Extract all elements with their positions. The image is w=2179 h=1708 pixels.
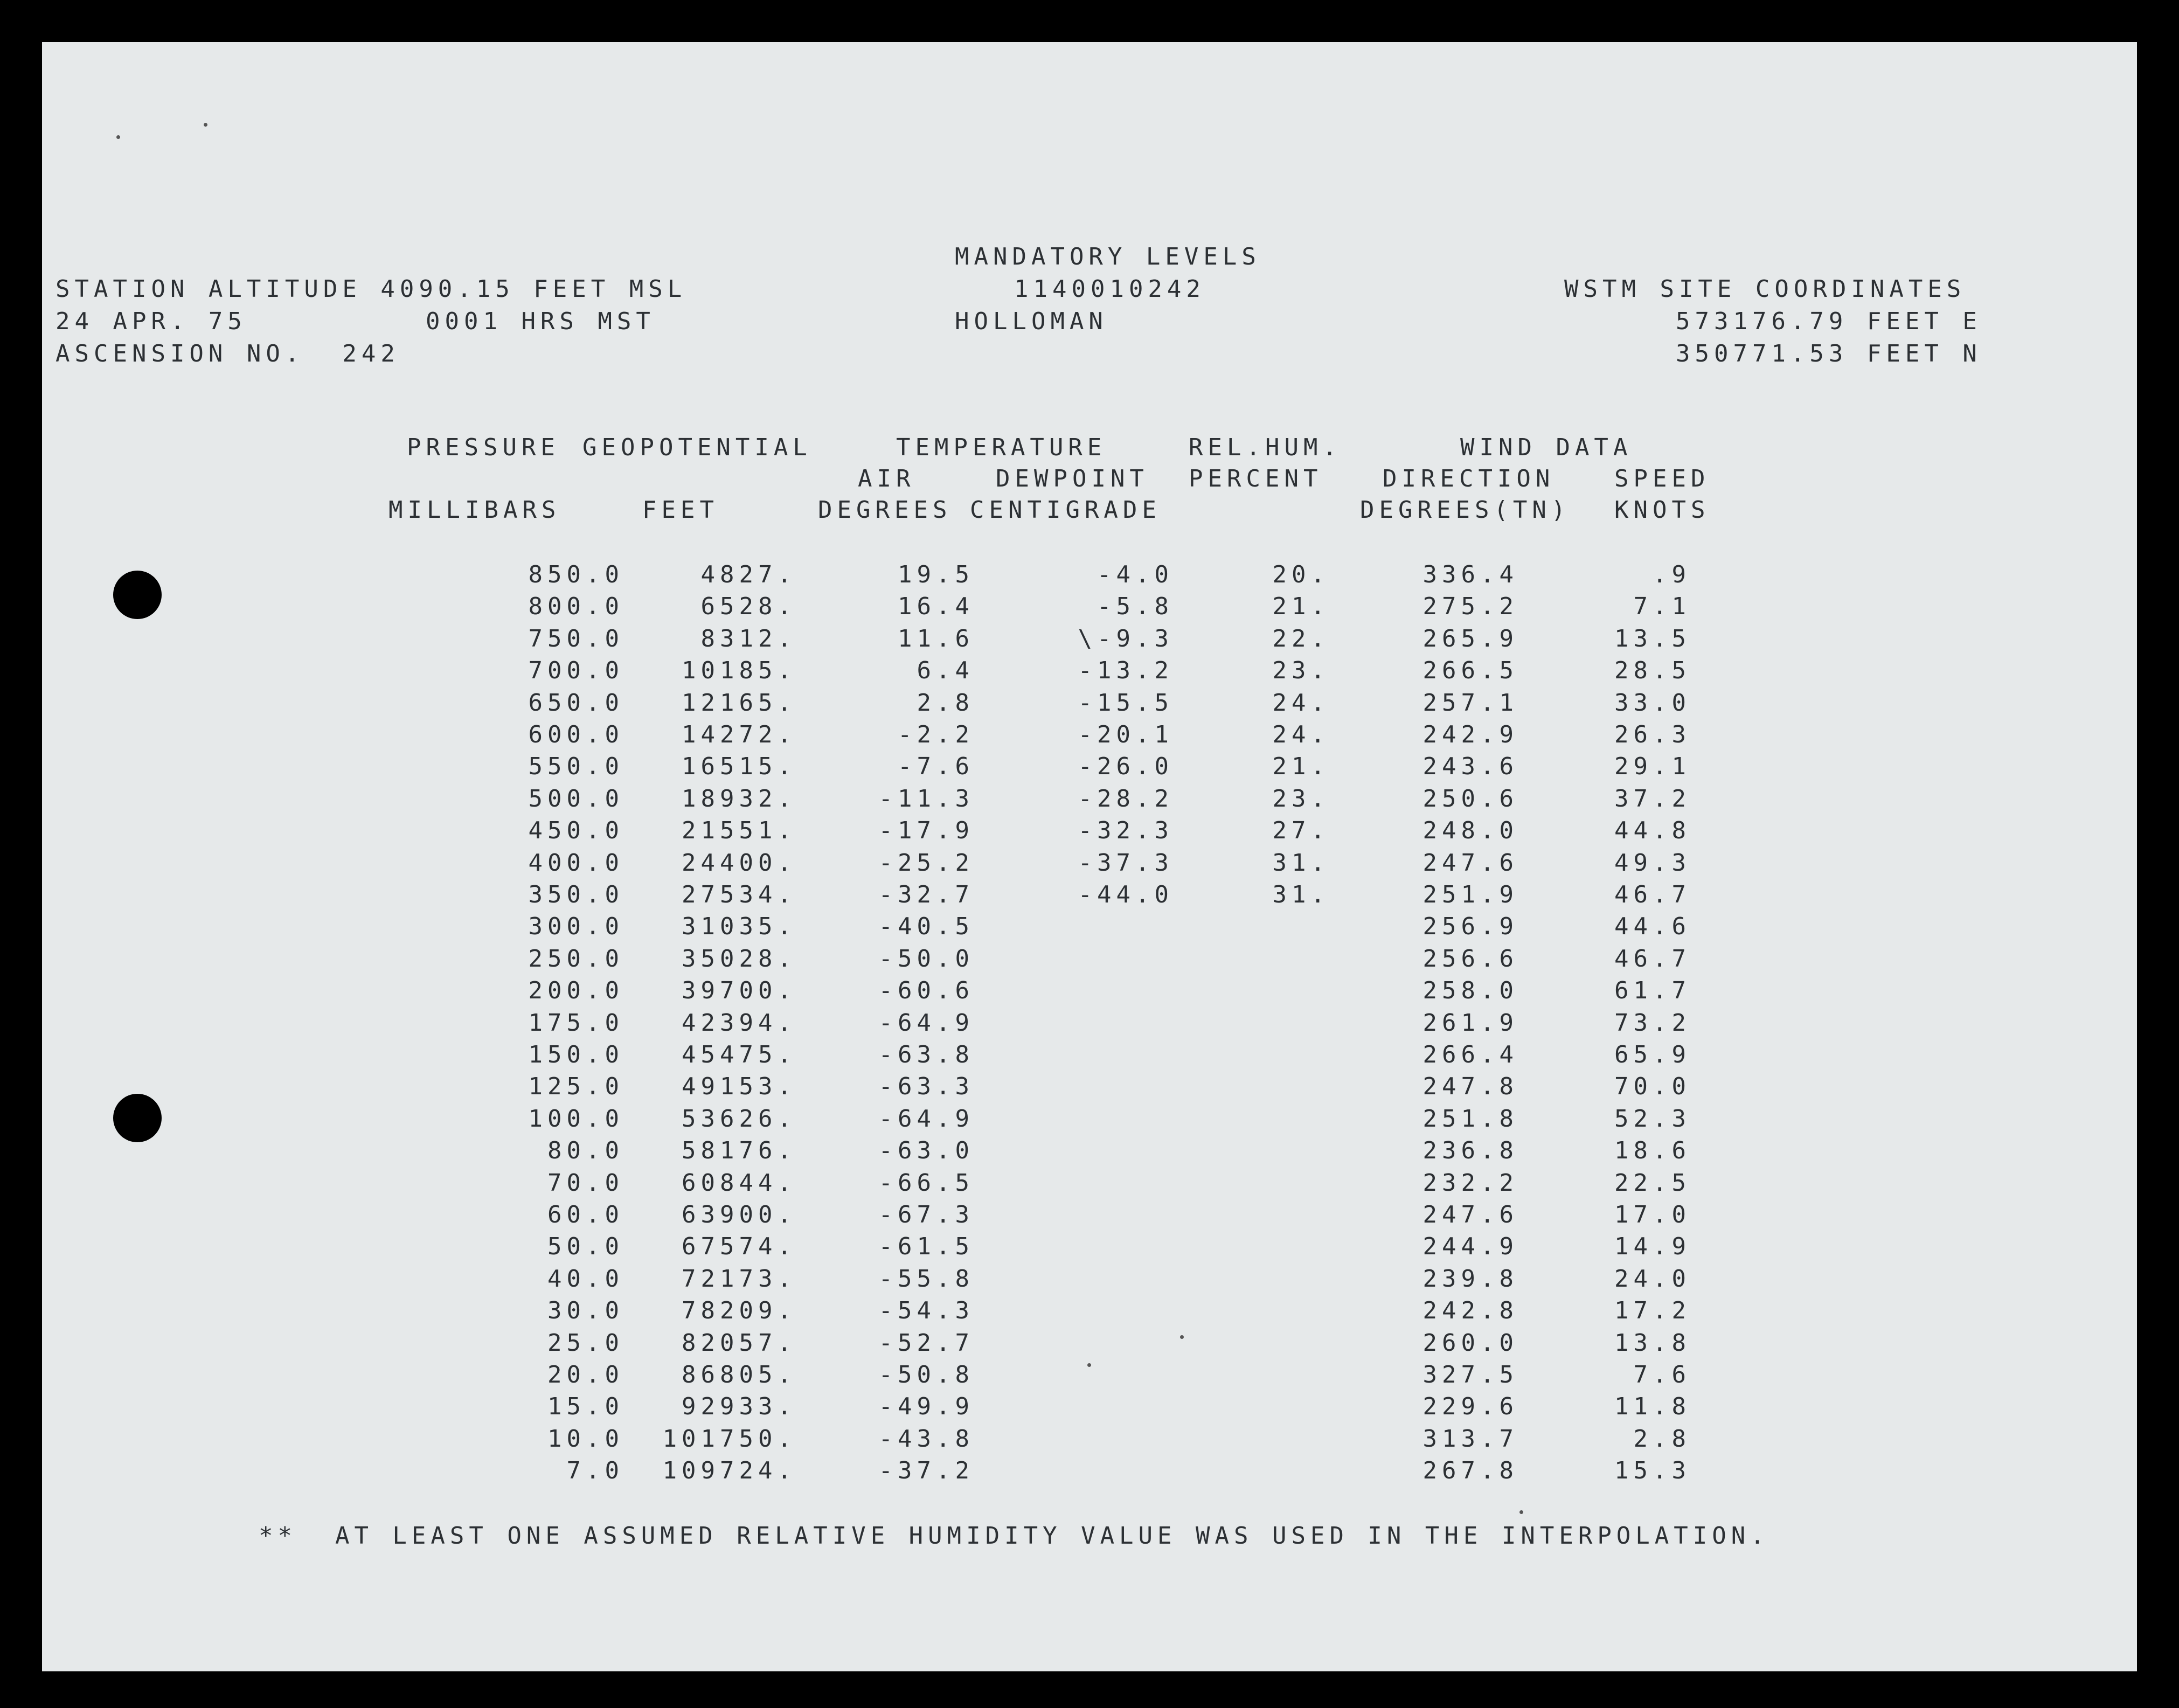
geopotential-value: 63900.: [682, 1201, 796, 1228]
wind-speed-value: 24.0: [1614, 1265, 1691, 1293]
air-temp-value: -25.2: [878, 849, 974, 877]
pressure-value: 550.0: [528, 753, 624, 781]
dewpoint-value: -4.0: [1097, 561, 1174, 588]
geopotential-value: 21551.: [682, 817, 796, 845]
pressure-value: 250.0: [528, 945, 624, 973]
air-temp-value: -50.0: [878, 945, 974, 973]
col-header-millibars: MILLIBARS: [388, 496, 561, 524]
air-temp-value: -49.9: [878, 1393, 974, 1421]
table-row: [42, 626, 2137, 657]
geopotential-value: 49153.: [682, 1073, 796, 1101]
rel-hum-value: 21.: [1272, 593, 1330, 621]
wind-speed-value: 17.2: [1614, 1297, 1691, 1325]
air-temp-value: -50.8: [878, 1361, 974, 1388]
dewpoint-value: -28.2: [1078, 784, 1174, 813]
wind-direction-value: 251.9: [1422, 881, 1518, 908]
table-row: [42, 721, 2137, 753]
rel-hum-value: 20.: [1272, 561, 1330, 588]
col-header-rel-hum: REL.HUM.: [1189, 434, 1342, 461]
geopotential-value: 101750.: [662, 1425, 796, 1453]
speck: [1519, 1510, 1523, 1514]
wind-direction-value: 229.6: [1422, 1393, 1518, 1421]
geopotential-value: 42394.: [682, 1009, 796, 1037]
table-row: [42, 1073, 2137, 1105]
geopotential-value: 53626.: [682, 1105, 796, 1133]
table-row: [42, 561, 2137, 593]
pressure-value: 50.0: [547, 1233, 624, 1261]
table-row: [42, 657, 2137, 689]
rel-hum-value: 22.: [1272, 624, 1330, 652]
report-date: 24 APR. 75: [55, 308, 247, 335]
table-row: [42, 1137, 2137, 1169]
pressure-value: 750.0: [528, 624, 624, 652]
air-temp-value: -60.6: [878, 977, 974, 1005]
table-row: [42, 1233, 2137, 1265]
table-row: [42, 913, 2137, 945]
wind-speed-value: 15.3: [1614, 1457, 1691, 1485]
air-temp-value: -32.7: [878, 881, 974, 908]
rel-hum-value: 27.: [1272, 817, 1330, 845]
geopotential-value: 39700.: [682, 977, 796, 1005]
table-row: [42, 817, 2137, 849]
wind-direction-value: 236.8: [1422, 1137, 1518, 1165]
geopotential-value: 6528.: [700, 593, 796, 621]
air-temp-value: -64.9: [878, 1105, 974, 1133]
table-row: [42, 946, 2137, 977]
table-row: [42, 850, 2137, 881]
wind-speed-value: 73.2: [1614, 1009, 1691, 1037]
geopotential-value: 12165.: [682, 689, 796, 717]
station-altitude: STATION ALTITUDE 4090.15 FEET MSL: [55, 275, 687, 303]
rel-hum-value: 24.: [1272, 689, 1330, 717]
air-temp-value: -67.3: [878, 1201, 974, 1228]
table-row: [42, 1266, 2137, 1297]
wind-speed-value: 13.8: [1614, 1329, 1691, 1357]
air-temp-value: -54.3: [878, 1297, 974, 1325]
wind-speed-value: 26.3: [1614, 721, 1691, 748]
footnote: ** AT LEAST ONE ASSUMED RELATIVE HUMIDITY VALUE WAS USED IN THE INTERPOLATION.: [259, 1522, 1769, 1550]
wind-direction-value: 248.0: [1422, 817, 1518, 845]
wind-speed-value: 61.7: [1614, 977, 1691, 1005]
geopotential-value: 72173.: [682, 1265, 796, 1293]
table-row: [42, 1393, 2137, 1425]
air-temp-value: -11.3: [878, 784, 974, 813]
pressure-value: 60.0: [547, 1201, 624, 1228]
pressure-value: 300.0: [528, 913, 624, 941]
rel-hum-value: 31.: [1272, 849, 1330, 877]
rel-hum-value: 24.: [1272, 721, 1330, 748]
wind-direction-value: 256.9: [1422, 913, 1518, 941]
table-row: [42, 786, 2137, 817]
rel-hum-value: 31.: [1272, 881, 1330, 908]
wind-speed-value: .9: [1653, 561, 1691, 588]
geopotential-value: 16515.: [682, 753, 796, 781]
wind-direction-value: 327.5: [1422, 1361, 1518, 1388]
wind-direction-value: 242.9: [1422, 721, 1518, 748]
table-row: [42, 1042, 2137, 1073]
wind-speed-value: 52.3: [1614, 1105, 1691, 1133]
wind-direction-value: 266.4: [1422, 1041, 1518, 1068]
air-temp-value: -7.6: [898, 753, 974, 781]
geopotential-value: 35028.: [682, 945, 796, 973]
table-row: [42, 1330, 2137, 1361]
table-row: [42, 753, 2137, 784]
pressure-value: 10.0: [547, 1425, 624, 1453]
geopotential-value: 109724.: [662, 1457, 796, 1485]
ascension-number: ASCENSION NO. 242: [55, 340, 400, 367]
dewpoint-value: -13.2: [1078, 657, 1174, 685]
wind-speed-value: 2.8: [1633, 1425, 1691, 1453]
geopotential-value: 27534.: [682, 881, 796, 908]
wind-direction-value: 239.8: [1422, 1265, 1518, 1293]
header-site: HOLLOMAN: [955, 308, 1108, 335]
air-temp-value: -63.3: [878, 1073, 974, 1101]
geopotential-value: 60844.: [682, 1169, 796, 1197]
site-coordinates-label: WSTM SITE COORDINATES: [1564, 275, 1966, 303]
table-row: [42, 1297, 2137, 1329]
wind-speed-value: 33.0: [1614, 689, 1691, 717]
geopotential-value: 86805.: [682, 1361, 796, 1388]
wind-speed-value: 49.3: [1614, 849, 1691, 877]
pressure-value: 600.0: [528, 721, 624, 748]
pressure-value: 450.0: [528, 817, 624, 845]
table-row: [42, 1202, 2137, 1233]
wind-speed-value: 7.1: [1633, 593, 1691, 621]
air-temp-value: -64.9: [878, 1009, 974, 1037]
geopotential-value: 4827.: [700, 561, 796, 588]
pressure-value: 350.0: [528, 881, 624, 908]
wind-direction-value: 250.6: [1422, 784, 1518, 813]
coordinate-east: 573176.79 FEET E: [1676, 308, 1982, 335]
pressure-value: 20.0: [547, 1361, 624, 1388]
geopotential-value: 67574.: [682, 1233, 796, 1261]
pressure-value: 650.0: [528, 689, 624, 717]
air-temp-value: 19.5: [898, 561, 974, 588]
air-temp-value: -17.9: [878, 817, 974, 845]
printout-page: [42, 42, 2137, 1671]
wind-direction-value: 260.0: [1422, 1329, 1518, 1357]
col-header-percent: PERCENT: [1189, 465, 1323, 492]
pressure-value: 500.0: [528, 784, 624, 813]
air-temp-value: 2.8: [917, 689, 974, 717]
pressure-value: 700.0: [528, 657, 624, 685]
air-temp-value: -63.8: [878, 1041, 974, 1068]
table-row: [42, 1010, 2137, 1041]
air-temp-value: 11.6: [898, 624, 974, 652]
dewpoint-value: -37.3: [1078, 849, 1174, 877]
wind-direction-value: 261.9: [1422, 1009, 1518, 1037]
pressure-value: 175.0: [528, 1009, 624, 1037]
wind-direction-value: 313.7: [1422, 1425, 1518, 1453]
air-temp-value: -40.5: [878, 913, 974, 941]
air-temp-value: 6.4: [917, 657, 974, 685]
col-header-air: AIR: [858, 465, 915, 492]
col-header-speed: SPEED: [1614, 465, 1710, 492]
wind-speed-value: 46.7: [1614, 881, 1691, 908]
table-row: [42, 690, 2137, 721]
geopotential-value: 45475.: [682, 1041, 796, 1068]
wind-speed-value: 70.0: [1614, 1073, 1691, 1101]
col-header-degrees-tn: DEGREES(TN): [1360, 496, 1571, 524]
wind-direction-value: 243.6: [1422, 753, 1518, 781]
air-temp-value: -61.5: [878, 1233, 974, 1261]
wind-speed-value: 65.9: [1614, 1041, 1691, 1068]
wind-direction-value: 275.2: [1422, 593, 1518, 621]
air-temp-value: -37.2: [878, 1457, 974, 1485]
col-header-degrees: DEGREES: [818, 496, 952, 524]
wind-direction-value: 257.1: [1422, 689, 1518, 717]
geopotential-value: 58176.: [682, 1137, 796, 1165]
col-header-temperature: TEMPERATURE: [896, 434, 1107, 461]
col-header-pressure: PRESSURE: [407, 434, 560, 461]
dewpoint-value: -32.3: [1078, 817, 1174, 845]
air-temp-value: -2.2: [898, 721, 974, 748]
wind-direction-value: 232.2: [1422, 1169, 1518, 1197]
air-temp-value: -43.8: [878, 1425, 974, 1453]
col-header-feet: FEET: [642, 496, 719, 524]
header-code: 1140010242: [1014, 275, 1205, 303]
geopotential-value: 31035.: [682, 913, 796, 941]
table-row: [42, 1426, 2137, 1457]
pressure-value: 200.0: [528, 977, 624, 1005]
wind-speed-value: 44.8: [1614, 817, 1691, 845]
dewpoint-value: \-9.3: [1078, 624, 1174, 652]
pressure-value: 25.0: [547, 1329, 624, 1357]
wind-speed-value: 7.6: [1633, 1361, 1691, 1388]
air-temp-value: -63.0: [878, 1137, 974, 1165]
rel-hum-value: 21.: [1272, 753, 1330, 781]
table-row: [42, 1362, 2137, 1393]
wind-direction-value: 256.6: [1422, 945, 1518, 973]
wind-direction-value: 265.9: [1422, 624, 1518, 652]
table-row: [42, 593, 2137, 624]
pressure-value: 150.0: [528, 1041, 624, 1068]
pressure-value: 850.0: [528, 561, 624, 588]
wind-speed-value: 13.5: [1614, 624, 1691, 652]
wind-direction-value: 247.6: [1422, 849, 1518, 877]
col-header-centigrade: CENTIGRADE: [970, 496, 1161, 524]
col-header-knots: KNOTS: [1614, 496, 1710, 524]
table-row: [42, 881, 2137, 913]
col-header-dewpoint: DEWPOINT: [996, 465, 1149, 492]
pressure-value: 400.0: [528, 849, 624, 877]
geopotential-value: 78209.: [682, 1297, 796, 1325]
geopotential-value: 82057.: [682, 1329, 796, 1357]
pressure-value: 30.0: [547, 1297, 624, 1325]
air-temp-value: -55.8: [878, 1265, 974, 1293]
table-row: [42, 1170, 2137, 1201]
wind-direction-value: 247.6: [1422, 1201, 1518, 1228]
report-time: 0001 HRS MST: [426, 308, 655, 335]
pressure-value: 80.0: [547, 1137, 624, 1165]
wind-direction-value: 242.8: [1422, 1297, 1518, 1325]
pressure-value: 70.0: [547, 1169, 624, 1197]
col-header-direction: DIRECTION: [1383, 465, 1555, 492]
table-row: [42, 1457, 2137, 1489]
air-temp-value: -52.7: [878, 1329, 974, 1357]
speck: [204, 123, 207, 127]
wind-direction-value: 258.0: [1422, 977, 1518, 1005]
speck: [116, 135, 120, 139]
wind-speed-value: 37.2: [1614, 784, 1691, 813]
pressure-value: 100.0: [528, 1105, 624, 1133]
geopotential-value: 92933.: [682, 1393, 796, 1421]
pressure-value: 15.0: [547, 1393, 624, 1421]
geopotential-value: 18932.: [682, 784, 796, 813]
pressure-value: 125.0: [528, 1073, 624, 1101]
wind-direction-value: 251.8: [1422, 1105, 1518, 1133]
wind-direction-value: 267.8: [1422, 1457, 1518, 1485]
dewpoint-value: -15.5: [1078, 689, 1174, 717]
wind-direction-value: 266.5: [1422, 657, 1518, 685]
coordinate-north: 350771.53 FEET N: [1676, 340, 1982, 367]
col-header-geopotential: GEOPOTENTIAL: [582, 434, 812, 461]
wind-direction-value: 247.8: [1422, 1073, 1518, 1101]
rel-hum-value: 23.: [1272, 657, 1330, 685]
wind-speed-value: 44.6: [1614, 913, 1691, 941]
wind-speed-value: 18.6: [1614, 1137, 1691, 1165]
wind-speed-value: 22.5: [1614, 1169, 1691, 1197]
geopotential-value: 14272.: [682, 721, 796, 748]
wind-speed-value: 28.5: [1614, 657, 1691, 685]
air-temp-value: -66.5: [878, 1169, 974, 1197]
table-row: [42, 1106, 2137, 1137]
dewpoint-value: -26.0: [1078, 753, 1174, 781]
pressure-value: 800.0: [528, 593, 624, 621]
wind-speed-value: 14.9: [1614, 1233, 1691, 1261]
dewpoint-value: -20.1: [1078, 721, 1174, 748]
wind-speed-value: 46.7: [1614, 945, 1691, 973]
wind-speed-value: 17.0: [1614, 1201, 1691, 1228]
pressure-value: 7.0: [566, 1457, 624, 1485]
header-title: MANDATORY LEVELS: [955, 243, 1261, 270]
dewpoint-value: -5.8: [1097, 593, 1174, 621]
geopotential-value: 8312.: [700, 624, 796, 652]
wind-direction-value: 336.4: [1422, 561, 1518, 588]
dewpoint-value: -44.0: [1078, 881, 1174, 908]
wind-speed-value: 29.1: [1614, 753, 1691, 781]
geopotential-value: 10185.: [682, 657, 796, 685]
wind-direction-value: 244.9: [1422, 1233, 1518, 1261]
geopotential-value: 24400.: [682, 849, 796, 877]
table-row: [42, 977, 2137, 1009]
wind-speed-value: 11.8: [1614, 1393, 1691, 1421]
col-header-wind-data: WIND DATA: [1460, 434, 1633, 461]
rel-hum-value: 23.: [1272, 784, 1330, 813]
pressure-value: 40.0: [547, 1265, 624, 1293]
air-temp-value: 16.4: [898, 593, 974, 621]
